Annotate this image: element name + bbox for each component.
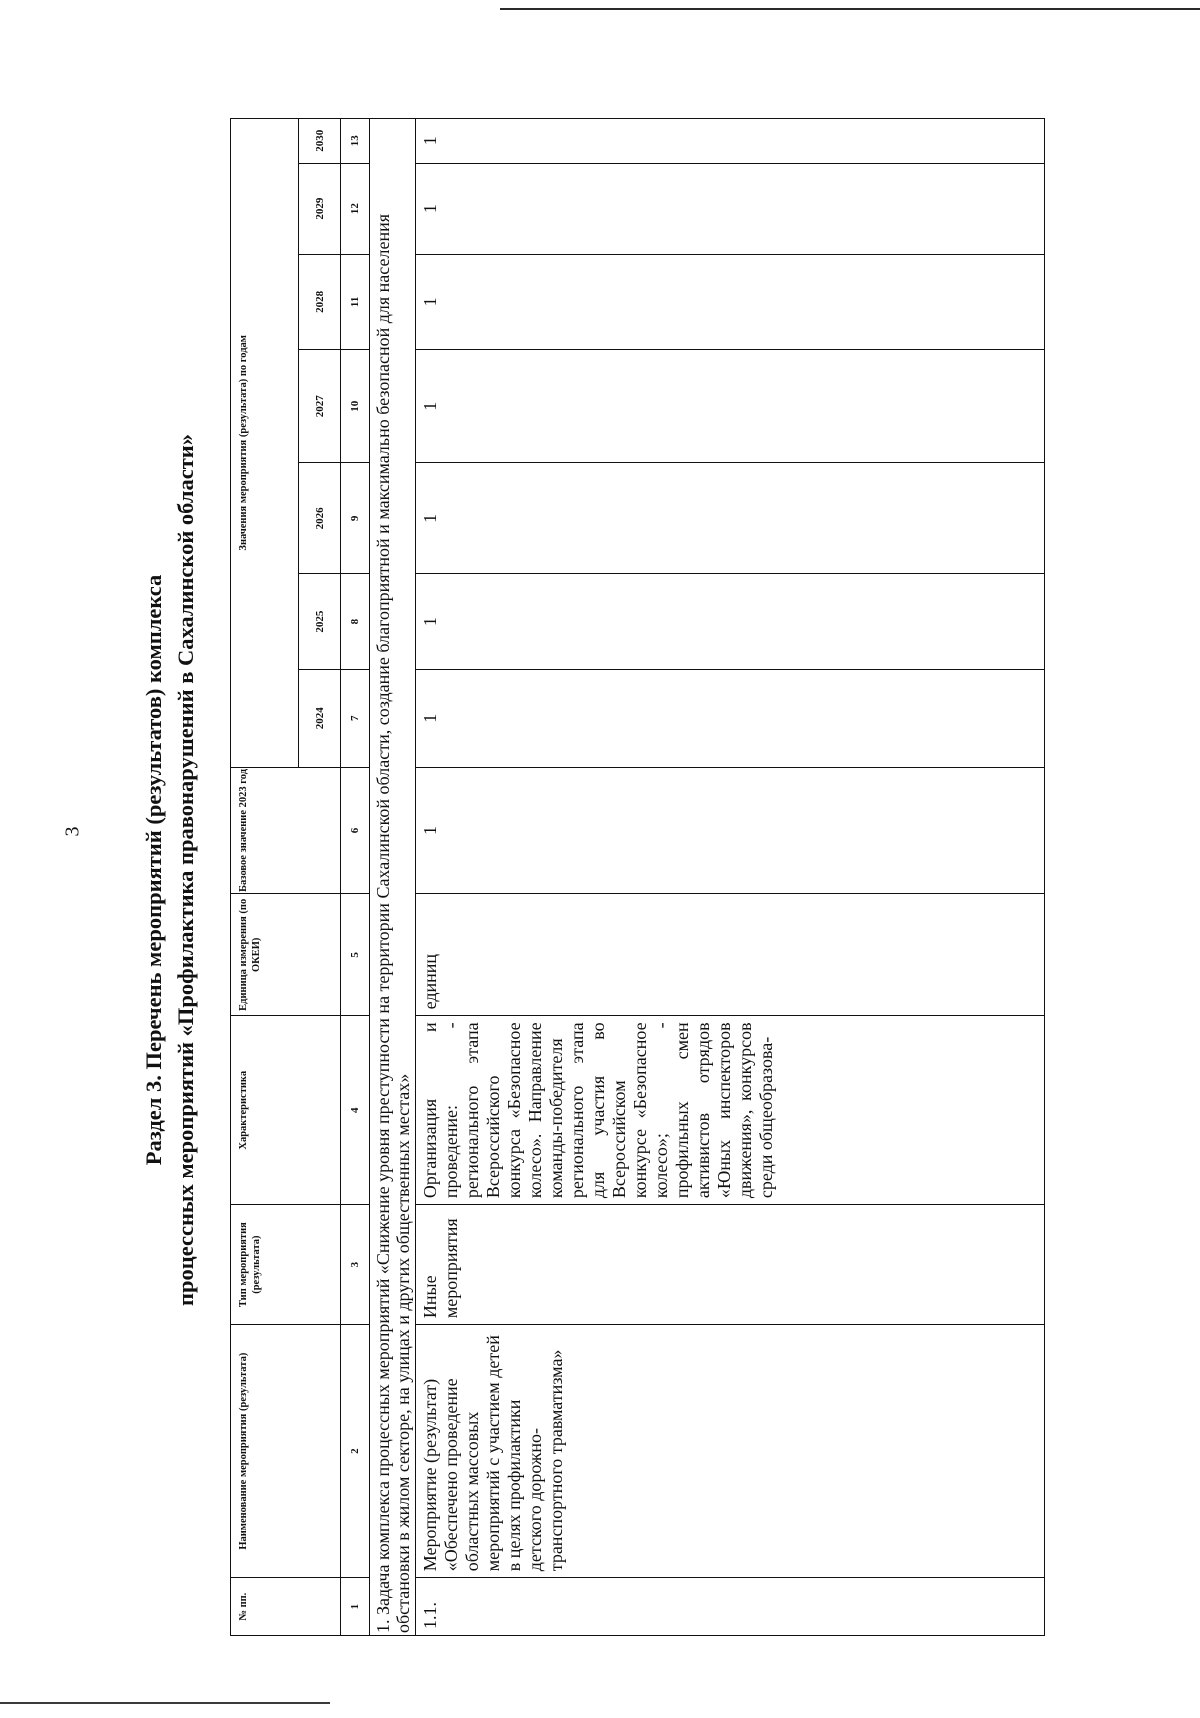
row-base-value: 1 — [416, 767, 1045, 894]
column-number: 6 — [341, 767, 370, 894]
year-2029: 2029 — [299, 163, 341, 254]
header-characteristic: Характеристика — [231, 1016, 341, 1205]
task-description: 1. Задача комплекса процессных мероприятий «Снижение уровня преступности на территории Сахалинской области, создание благоприятной и максимально безопасной для населения обстановки в жилом секторе, на улицах и других общественных местах» — [370, 119, 416, 1636]
row-value-2024: 1 — [416, 669, 1045, 767]
year-2030: 2030 — [299, 119, 341, 164]
header-values-by-year: Значения мероприятия (результата) по годам — [231, 119, 299, 768]
column-number: 10 — [341, 350, 370, 463]
activities-table — [230, 118, 1045, 1636]
scan-artifact-line — [0, 1702, 330, 1704]
section-title — [136, 60, 224, 1680]
row-unit: единиц — [416, 894, 1045, 1016]
header-unit: Единица измерения (по ОКЕИ) — [231, 894, 341, 1016]
column-number: 11 — [341, 254, 370, 350]
row-value-2030: 1 — [416, 119, 1045, 164]
column-number: 1 — [341, 1578, 370, 1636]
row-value-2026: 1 — [416, 463, 1045, 574]
header-base: Базовое значение 2023 год — [231, 767, 341, 894]
rotated-page — [136, 60, 1186, 1680]
row-num: 1.1. — [416, 1578, 1045, 1636]
column-number: 13 — [341, 119, 370, 164]
column-number: 3 — [341, 1205, 370, 1325]
column-number: 4 — [341, 1016, 370, 1205]
row-characteristic: Организация и проведение: - регионального этапа Всероссийского конкурса «Безопасное колесо». Направление команды-победителя регионального этапа для участия во Всероссийском конкурсе «Безопасное колесо»; - профильных смен активистов отрядов «Юных инспекторов движения», конкурсов среди общеобразова- — [416, 1016, 1045, 1205]
year-2028: 2028 — [299, 254, 341, 350]
year-2027: 2027 — [299, 350, 341, 463]
column-number: 12 — [341, 163, 370, 254]
page-number: 3 — [61, 826, 84, 837]
column-number: 7 — [341, 669, 370, 767]
header-num: № пп. — [231, 1578, 341, 1636]
column-number: 5 — [341, 894, 370, 1016]
row-value-2029: 1 — [416, 163, 1045, 254]
header-name: Наименование мероприятия (результата) — [231, 1325, 341, 1578]
row-value-2027: 1 — [416, 350, 1045, 463]
scan-artifact-line — [500, 8, 1200, 10]
section-title-line-1: Раздел 3. Перечень мероприятий (результатов) комплекса — [141, 574, 166, 1166]
year-2024: 2024 — [299, 669, 341, 767]
row-name: Мероприятие (результат) «Обеспечено проведение областных массовых мероприятий с участием детей в целях профилактики детского дорожно-транспортного травматизма» — [416, 1325, 1045, 1578]
column-number-row — [341, 119, 370, 1636]
year-2026: 2026 — [299, 463, 341, 574]
column-number: 8 — [341, 574, 370, 670]
column-number: 9 — [341, 463, 370, 574]
column-number: 2 — [341, 1325, 370, 1578]
row-value-2025: 1 — [416, 574, 1045, 670]
row-value-2028: 1 — [416, 254, 1045, 350]
year-2025: 2025 — [299, 574, 341, 670]
section-title-line-2: процессных мероприятий «Профилактика правонарушений в Сахалинской области» — [173, 434, 198, 1306]
table-row — [416, 119, 1045, 1636]
row-type: Иные мероприятия — [416, 1205, 1045, 1325]
header-type: Тип мероприятия (результата) — [231, 1205, 341, 1325]
task-row — [370, 119, 416, 1636]
header-row — [231, 119, 299, 1636]
